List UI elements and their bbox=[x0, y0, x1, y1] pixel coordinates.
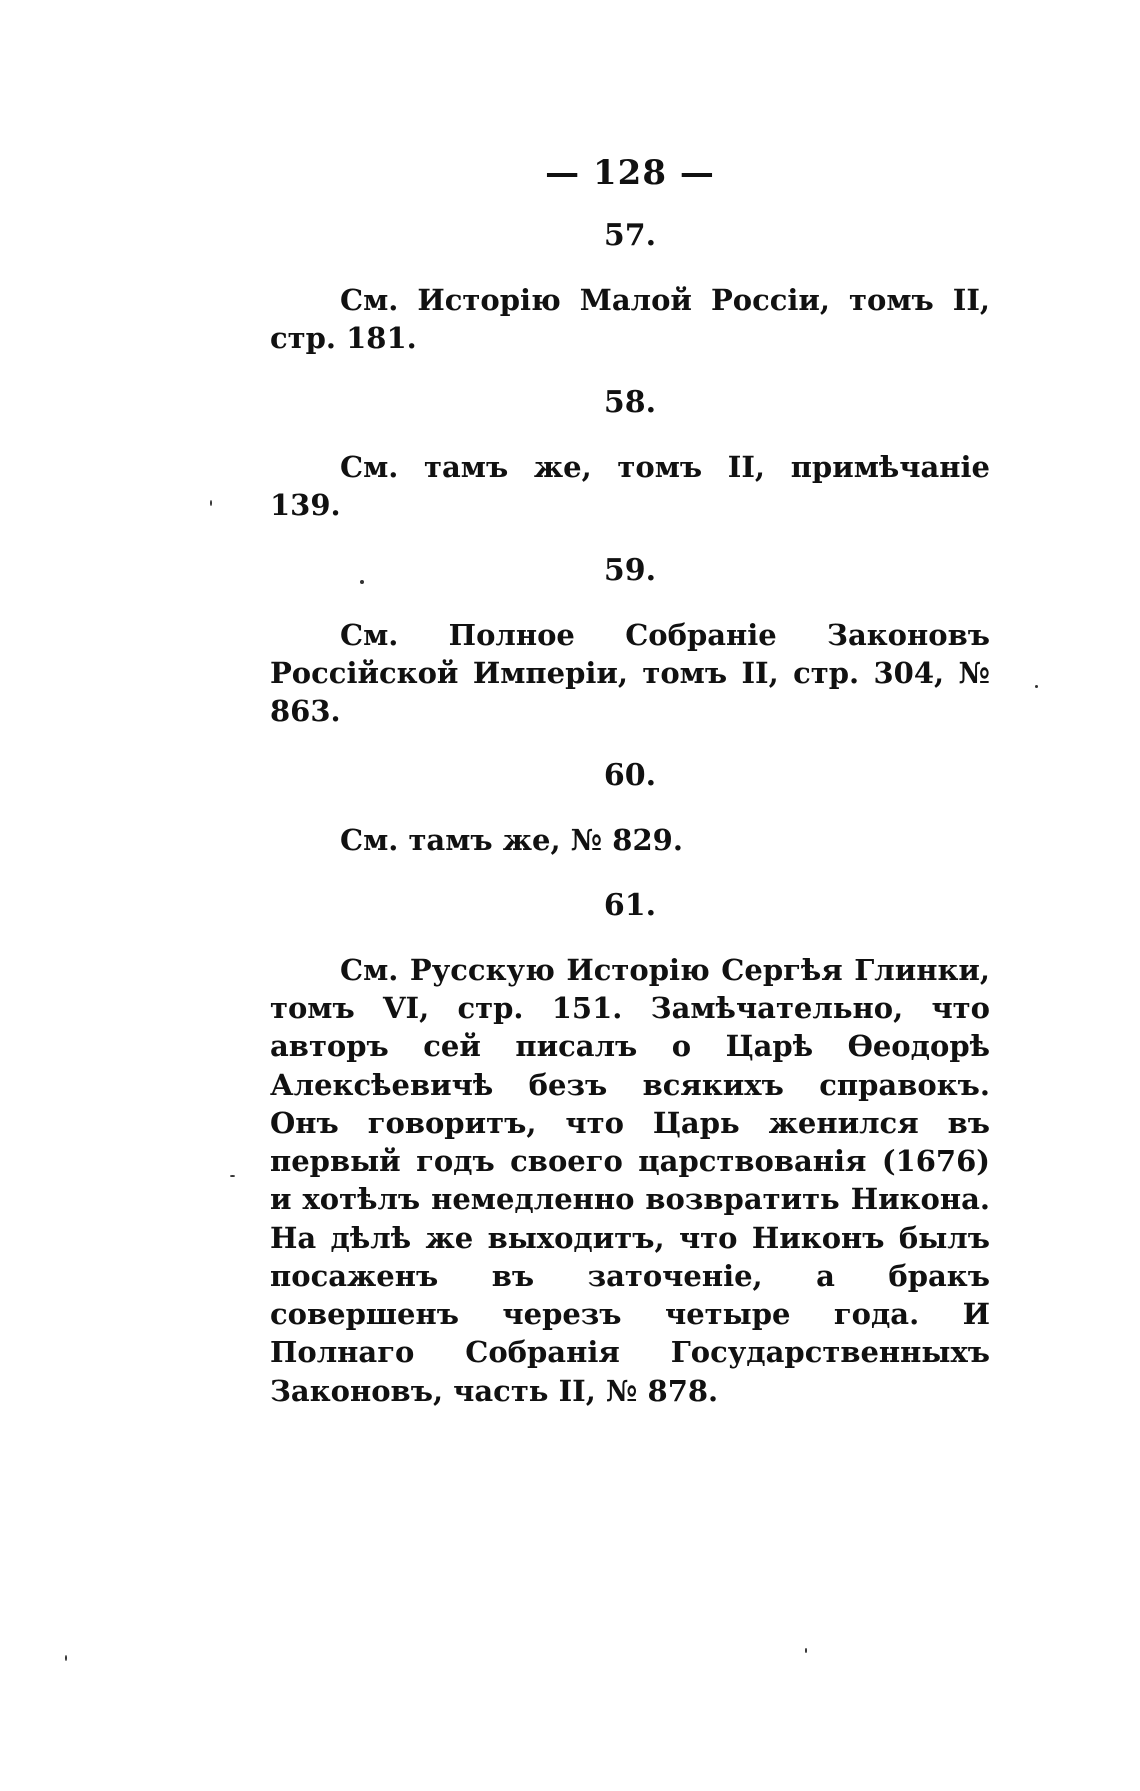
scan-speck bbox=[1035, 685, 1038, 688]
scan-speck bbox=[230, 1175, 235, 1177]
note-number: 61. bbox=[603, 887, 657, 923]
note-text: См. Русскую Исторію Сергѣя Глинки, томъ VI, стр. 151. Замѣчательно, что авторъ сей писалъ о Царѣ Ѳеодорѣ Алексѣевичѣ безъ всякихъ справокъ. Онъ говоритъ, что Царь женился въ первый годъ своего царствованія (1676) и хотѣлъ немедленно возвратить Никона. На дѣлѣ же выходитъ, что Никонъ былъ посаженъ въ заточеніе, а бракъ совершенъ черезъ четыре года. И Полнаго Собранія Государственныхъ Законовъ, часть II, № 878. bbox=[270, 952, 990, 1408]
note-number: 57. bbox=[603, 217, 657, 253]
note-number: 59. bbox=[603, 552, 657, 588]
scan-speck bbox=[210, 500, 212, 506]
note-number: 60. bbox=[603, 758, 657, 794]
note-text: См. тамъ же, томъ II, примѣчаніе 139. bbox=[270, 450, 990, 523]
page-number: — 128 — bbox=[545, 153, 715, 193]
book-page bbox=[270, 150, 990, 1436]
note-text: См. Полное Собраніе Законовъ Россійской Имперіи, томъ II, стр. 304, № 863. bbox=[270, 617, 990, 729]
scan-speck bbox=[65, 1655, 67, 1661]
scan-speck bbox=[805, 1648, 807, 1653]
note-text: См. тамъ же, № 829. bbox=[340, 823, 683, 858]
note-text: См. Исторію Малой Россіи, томъ II, стр. 181. bbox=[270, 282, 990, 355]
scan-speck bbox=[360, 580, 364, 584]
note-number: 58. bbox=[603, 385, 657, 421]
